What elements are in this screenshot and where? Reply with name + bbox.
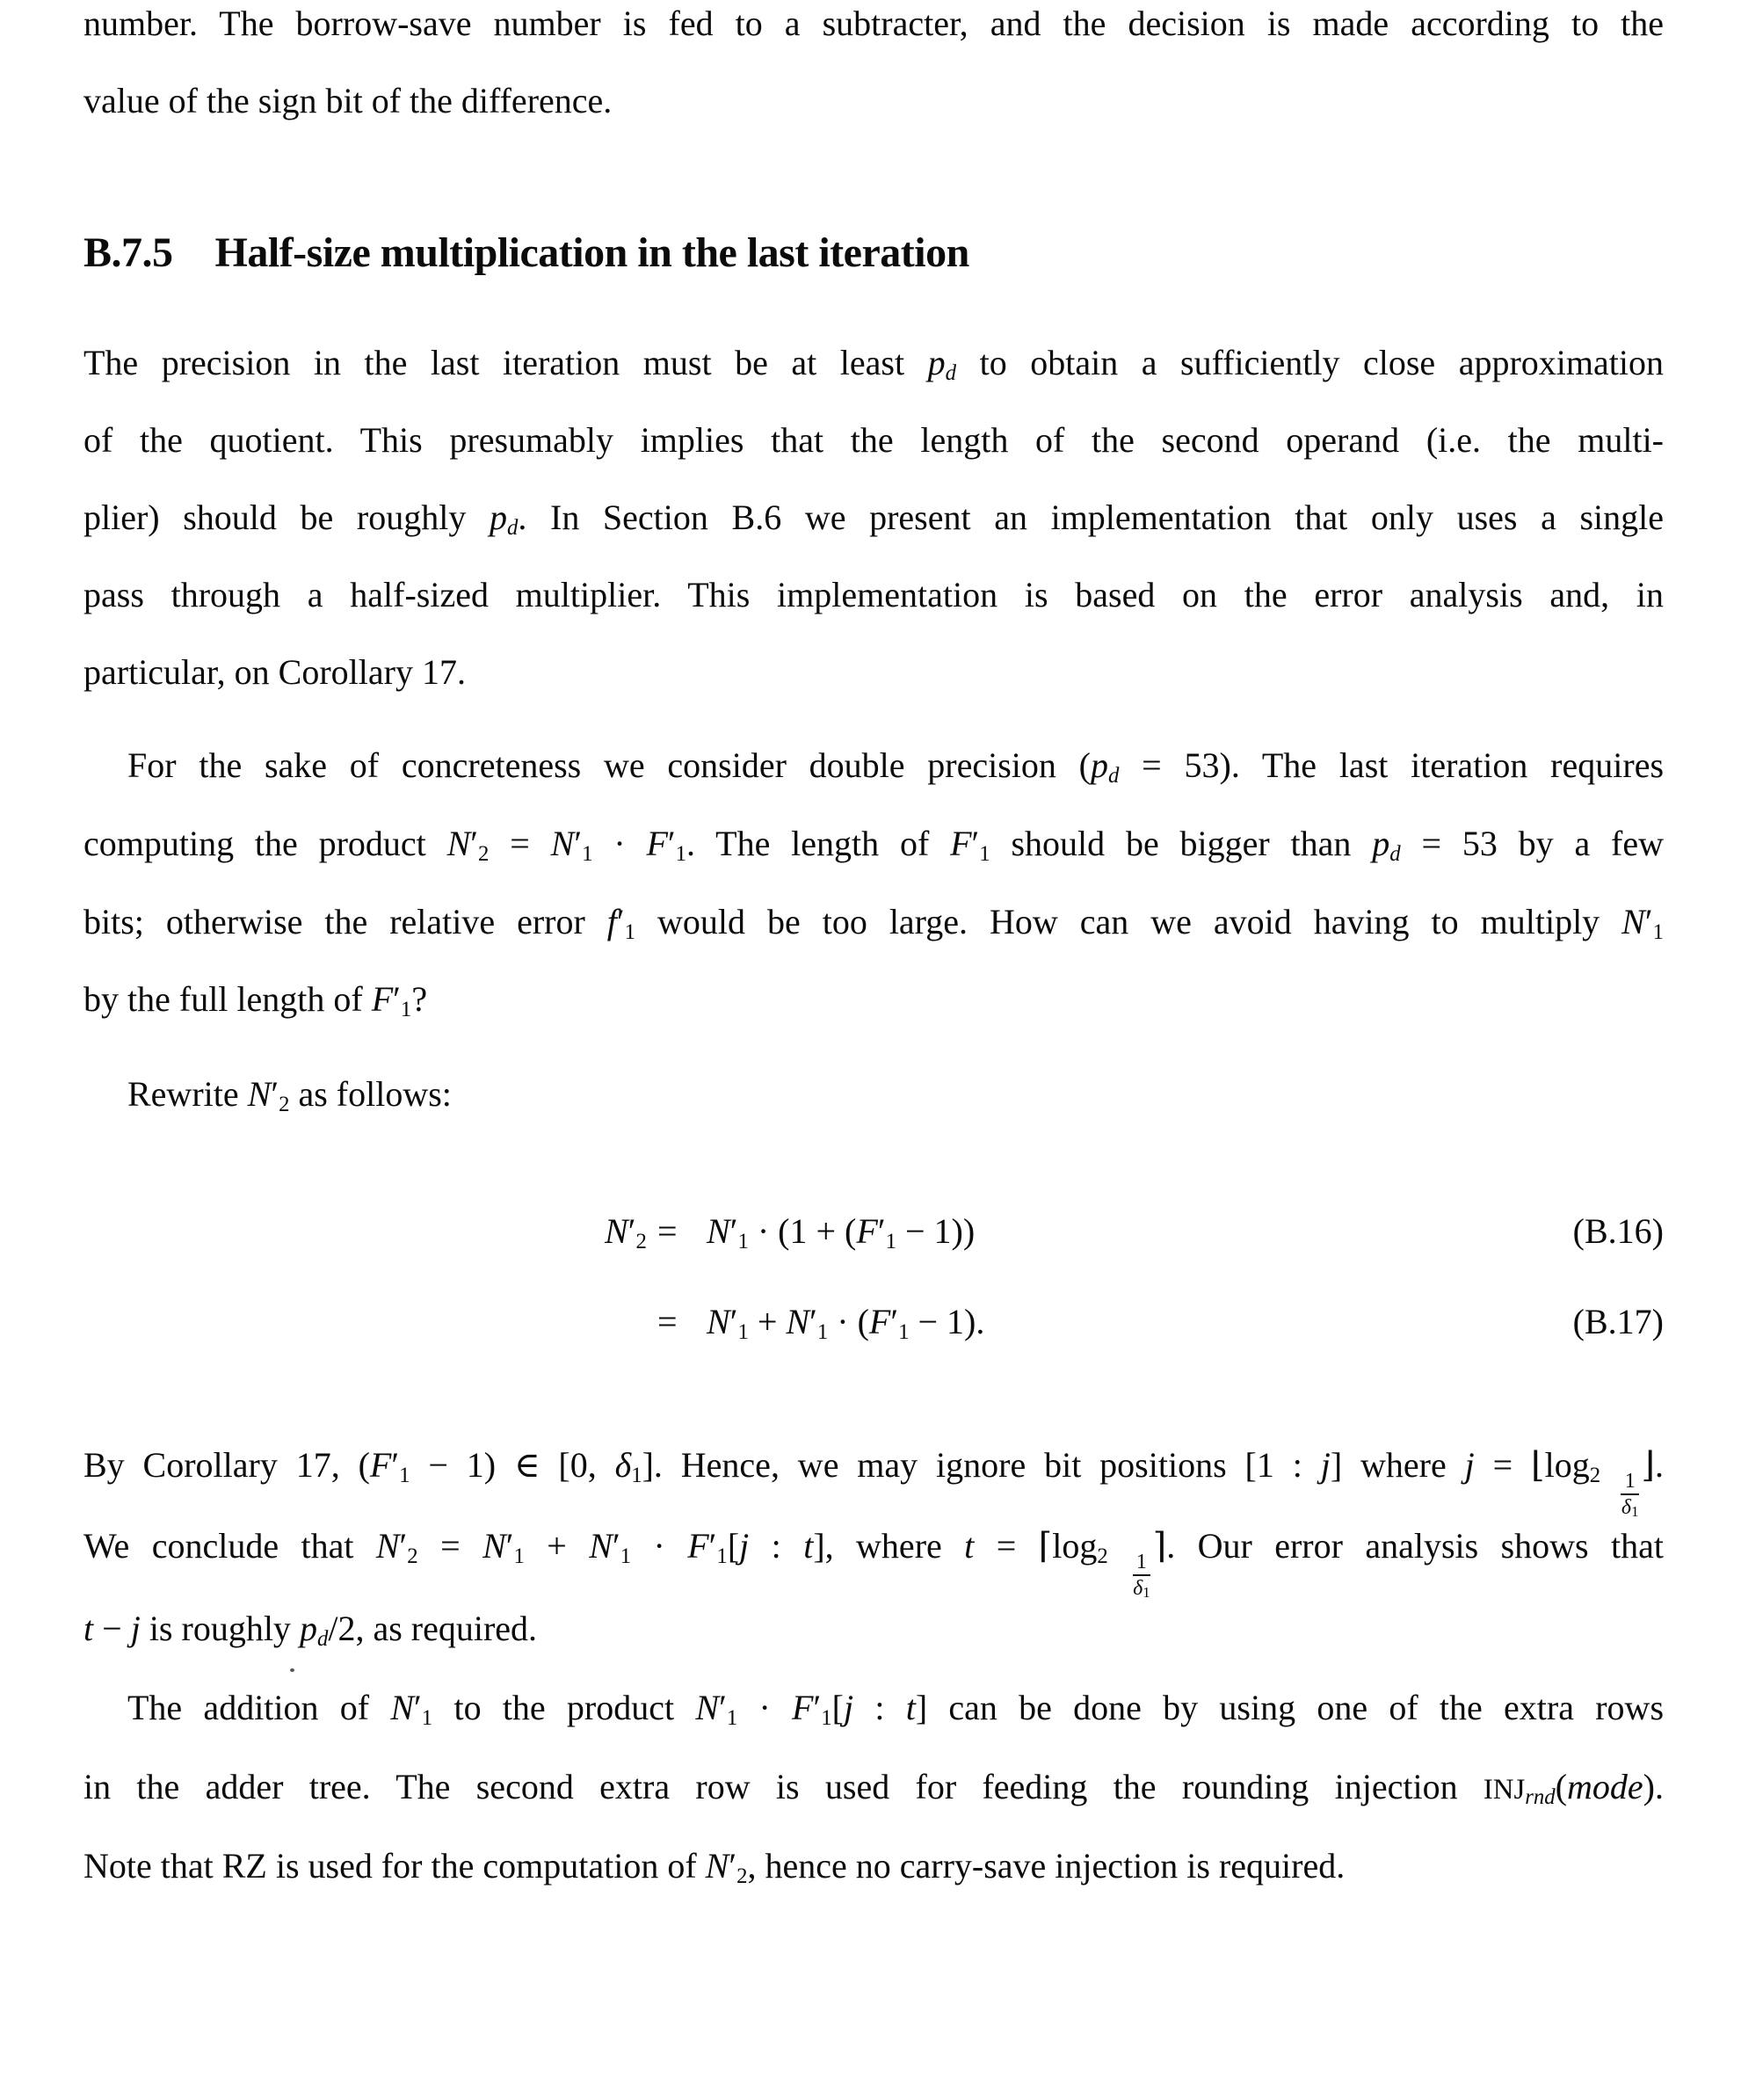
intro-line-1: number. The borrow-save number is fed to a subtracter, and the decision is made according to the	[83, 4, 1664, 43]
para3-line-3: t − j is roughly pd/2, as required.	[83, 1609, 538, 1652]
intro-line-2: value of the sign bit of the difference.	[83, 81, 613, 120]
para3-line-2: We conclude that N′2 = N′1 + N′1 · F′1[j : t], where t = ⌈log2 $\frac{1}{\delta 1}$ ⌉. Our error analysis shows that	[83, 1526, 1664, 1601]
para4-line-2: in the adder tree. The second extra row is used for feeding the rounding injection INJrnd(mode).	[83, 1767, 1664, 1810]
eq-rel: =	[657, 1211, 678, 1251]
equation-B16	[0, 1210, 1741, 1263]
para1-line-5: particular, on Corollary 17.	[83, 652, 466, 692]
para2-line-4: by the full length of F′1?	[83, 979, 428, 1022]
para4-line-1: The addition of N′1 to the product N′1 · F′1[j : t] can be done by using one of the extra rows	[127, 1688, 1665, 1731]
para1-line-3: plier) should be roughly pd. In Section B.6 we present an implementation that only uses a single	[83, 498, 1664, 541]
para1-line-1: The precision in the last iteration must be at least pd to obtain a sufficiently close approximation	[83, 343, 1664, 386]
eq-label-B16: (B.16)	[1572, 1211, 1664, 1251]
para2-line-1: For the sake of concreteness we consider double precision (pd = 53). The last iteration requires	[127, 745, 1665, 788]
para1-line-2: of the quotient. This presumably implies that the length of the second operand (i.e. the multi-	[83, 420, 1664, 460]
para2-line-2: computing the product N′2 = N′1 · F′1. The length of F′1 should be bigger than pd = 53 by a few	[83, 824, 1665, 867]
eq-label-B17: (B.17)	[1572, 1302, 1664, 1341]
section-number: B.7.5	[83, 229, 173, 276]
eq-rhs: N′1 · (1 + (F′1 − 1))	[707, 1211, 976, 1254]
eq-rel: =	[657, 1302, 678, 1341]
eq-rhs: N′1 + N′1 · (F′1 − 1).	[707, 1302, 985, 1345]
eq-lhs: N′2	[605, 1211, 647, 1254]
section-heading	[83, 229, 969, 277]
rewrite-line: Rewrite N′2 as follows:	[127, 1074, 452, 1117]
section-title: Half-size multiplication in the last iteration	[214, 229, 969, 276]
para4-line-3: Note that RZ is used for the computation of N′2, hence no carry-save injection is required.	[83, 1846, 1346, 1889]
para1-line-4: pass through a half-sized multiplier. This implementation is based on the error analysis and, in	[83, 575, 1664, 614]
equation-B17	[0, 1301, 1741, 1354]
para3-line-1: By Corollary 17, (F′1 − 1) ∈ [0, δ1]. Hence, we may ignore bit positions [1 : j] where j = ⌊log2 $\frac{1}{\delta 1}$ ⌋.	[83, 1445, 1665, 1520]
para2-line-3: bits; otherwise the relative error f′1 would be too large. How can we avoid having to multiply N′1	[83, 902, 1664, 945]
scan-speck	[290, 1668, 294, 1672]
